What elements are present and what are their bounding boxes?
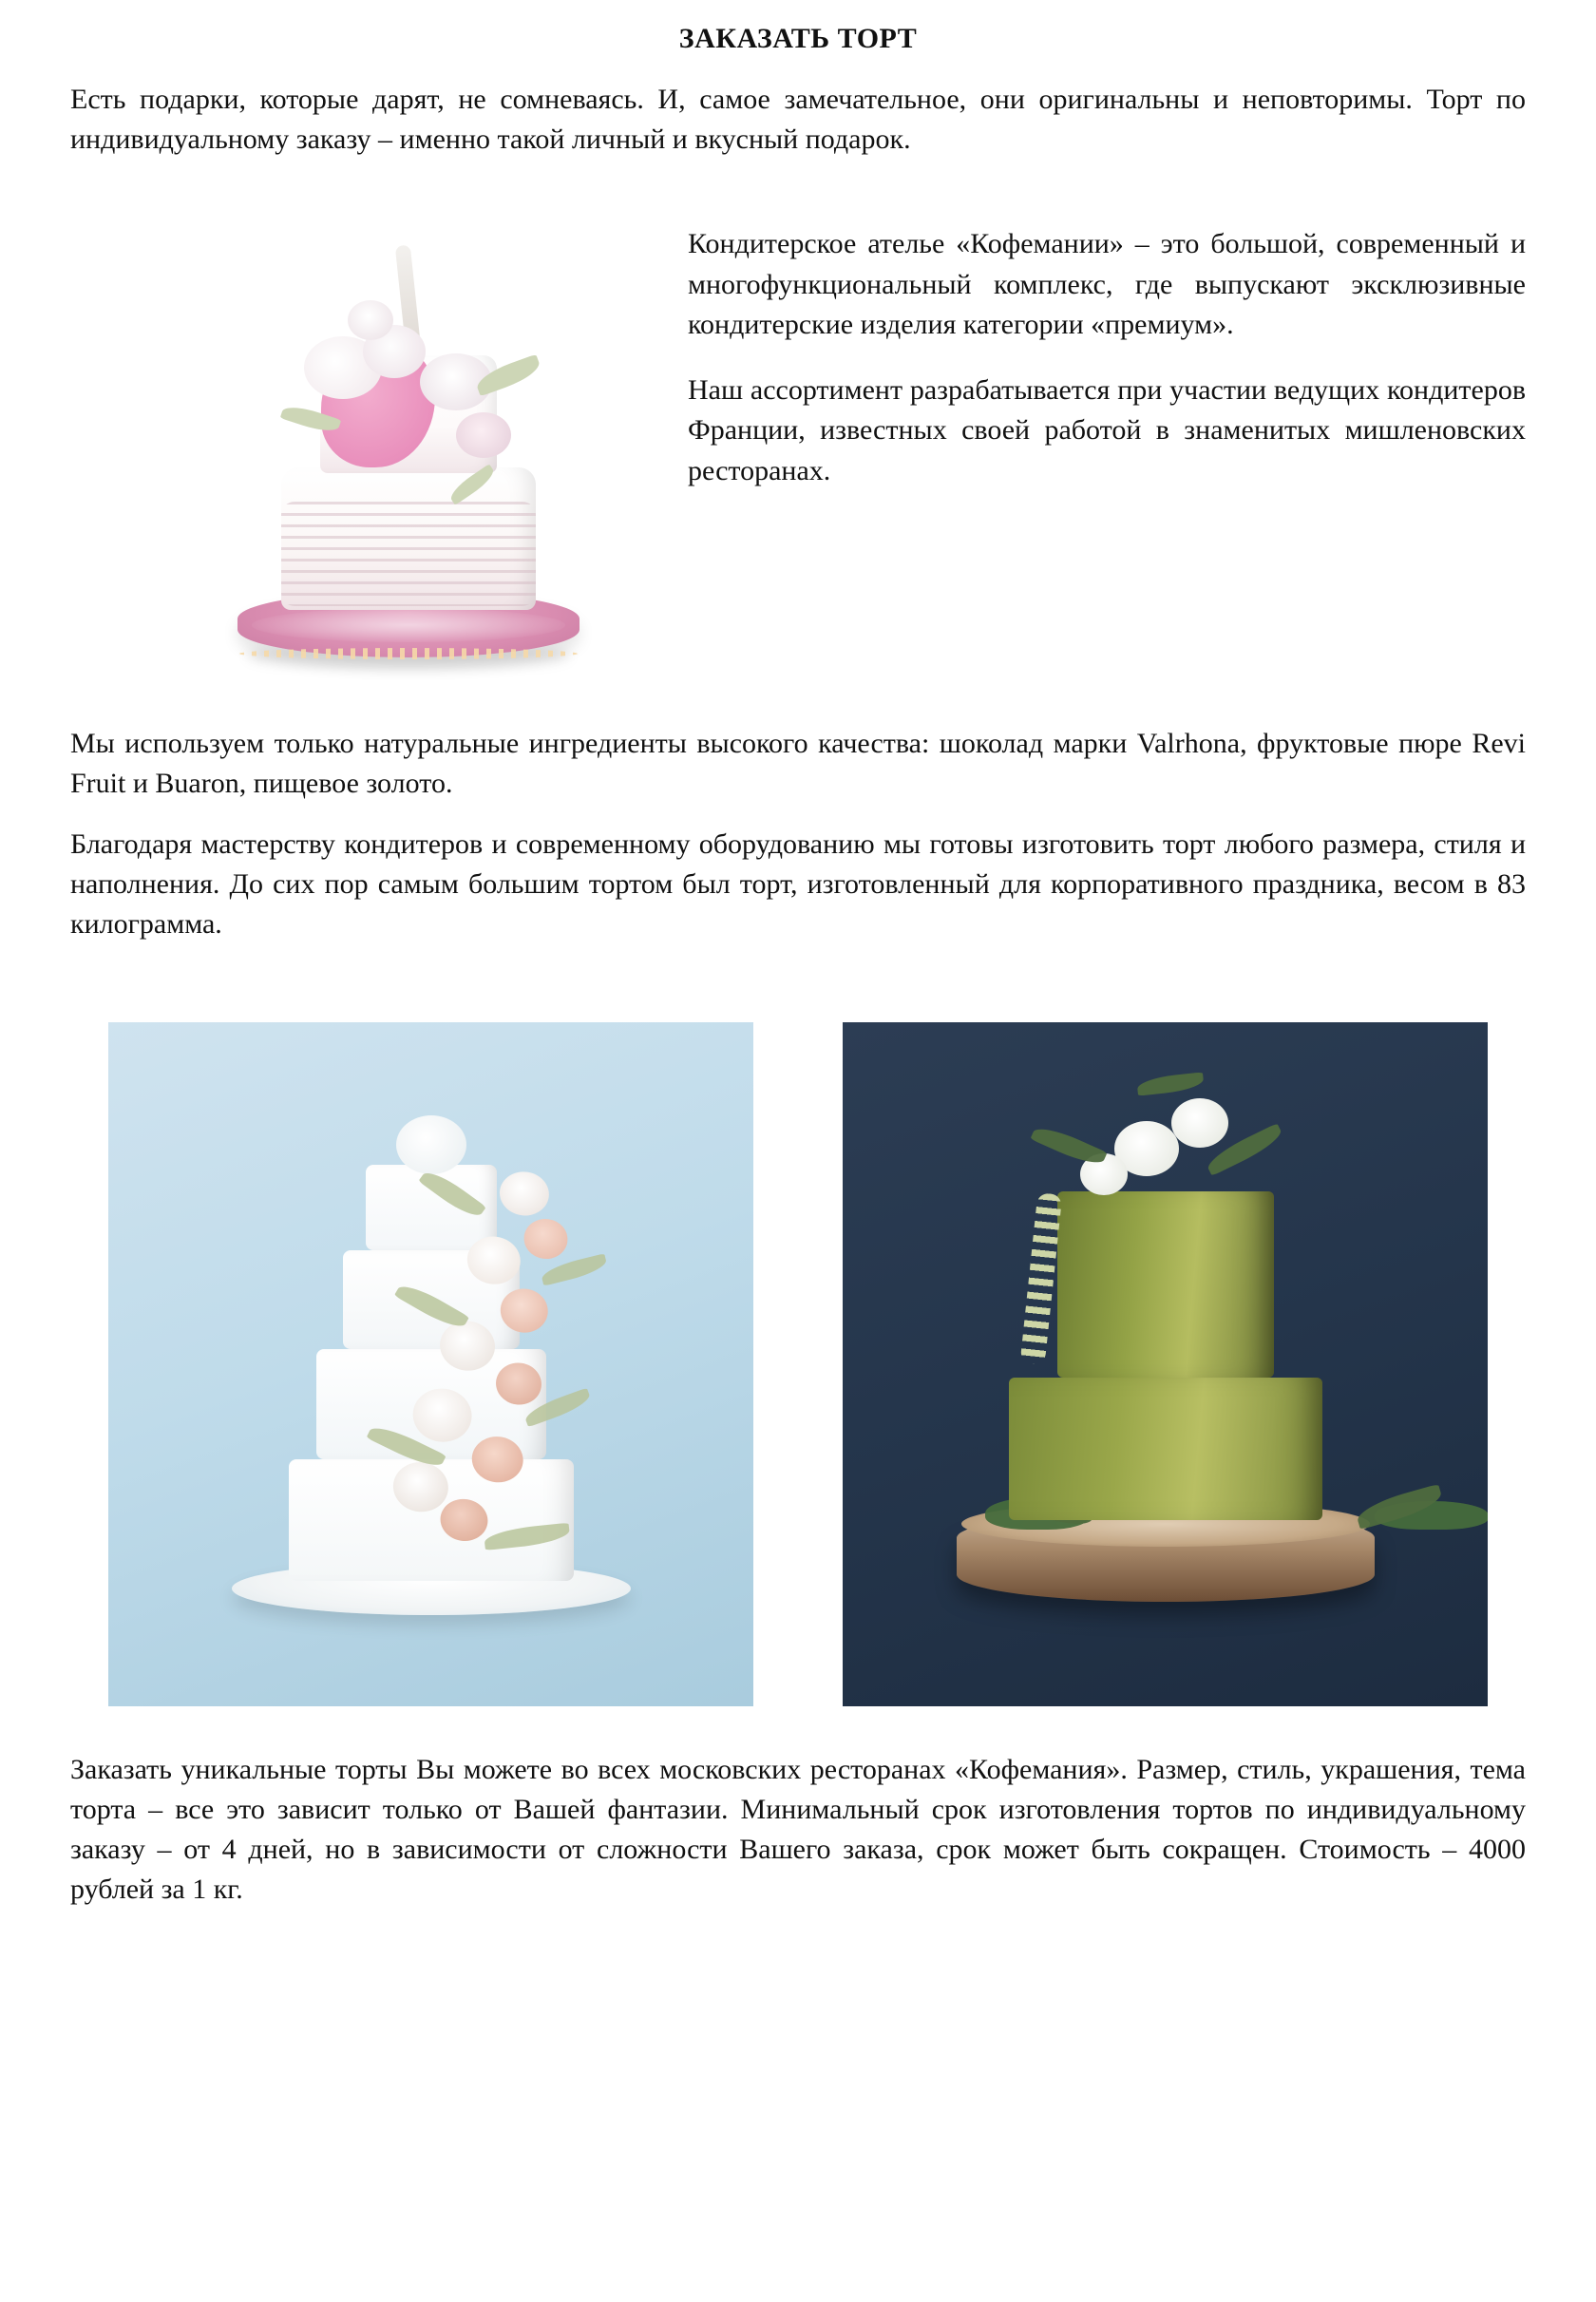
cake-base-lace: [252, 608, 565, 642]
flower-icon: [469, 1434, 526, 1486]
paragraph-atelier: Кондитерское ателье «Кофемании» – это большой, современный и многофункциональный комплекс, где выпускают эксклюзивные кондитерские изделия категории «премиум».: [688, 228, 1526, 341]
cake-bottom-tier: [1009, 1378, 1322, 1520]
cake-pearl-trim: [239, 648, 578, 659]
flower-icon: [497, 1169, 552, 1219]
paragraph-ingredients: Мы используем только натуральные ингредиенты высокого качества: шоколад марки Valrhona, фруктовые пюре Revi Fruit и Buaron, пищевое золото.: [70, 728, 1526, 799]
atelier-section: [70, 181, 1526, 718]
image-white-cake-with-flowers: [108, 1022, 753, 1706]
flower-icon: [498, 1285, 551, 1336]
cake-illustration-pink: [162, 181, 656, 713]
sugar-flower-icon: [456, 412, 511, 458]
flower-icon: [465, 1233, 523, 1287]
cake-upper-tier: [1057, 1191, 1274, 1378]
sugar-flower-icon: [348, 300, 393, 340]
page-title: ЗАКАЗАТЬ ТОРТ: [678, 23, 918, 54]
order-section: [70, 1750, 1526, 1910]
rose-icon: [1171, 1098, 1228, 1148]
paragraph-intro: Есть подарки, которые дарят, не сомневаясь. И, самое замечательное, они оригинальны и неповторимы. Торт по индивидуальному заказу – именно такой личный и вкусный подарок.: [70, 84, 1526, 155]
flower-icon: [438, 1496, 491, 1545]
image-pink-cake: [162, 181, 656, 713]
cake-illustration-white: [108, 1022, 753, 1706]
paragraph-mastery: Благодаря мастерству кондитеров и современному оборудованию мы готовы изготовить торт любого размера, стиля и наполнения. До сих пор самым большим тортом был торт, изготовленный для корпоративного праздника, весом в 83 килограмма.: [70, 828, 1526, 940]
greenery-icon: [1136, 1072, 1204, 1095]
photo-gallery: [70, 1007, 1526, 1722]
flower-icon: [522, 1216, 570, 1262]
flower-icon: [493, 1360, 544, 1407]
greenery-icon: [418, 1166, 486, 1223]
paragraph-order: Заказать уникальные торты Вы можете во всех московских ресторанах «Кофемания». Размер, стиль, украшения, тема торта – все это зависит только от Вашей фантазии. Минимальный срок изготовления тортов по индивидуальному заказу – от 4 дней, но в зависимости от сложности Вашего заказа, срок может быть сокращен. Стоимость – 4000 рублей за 1 кг.: [70, 1754, 1526, 1905]
image-green-cake: [843, 1022, 1488, 1706]
flower-arrangement: [1023, 1070, 1308, 1212]
greenery-icon: [484, 1523, 571, 1551]
flower-icon: [390, 1458, 452, 1515]
paragraph-assortment: Наш ассортимент разрабатывается при участии ведущих кондитеров Франции, известных своей работой в знаменитых мишленовских ресторанах.: [688, 373, 1526, 486]
cake-ruffle-texture: [281, 502, 536, 606]
cake-illustration-green: [843, 1022, 1488, 1706]
flower-icon: [409, 1385, 475, 1446]
greenery-icon: [394, 1279, 469, 1333]
flower-icon: [437, 1318, 499, 1375]
